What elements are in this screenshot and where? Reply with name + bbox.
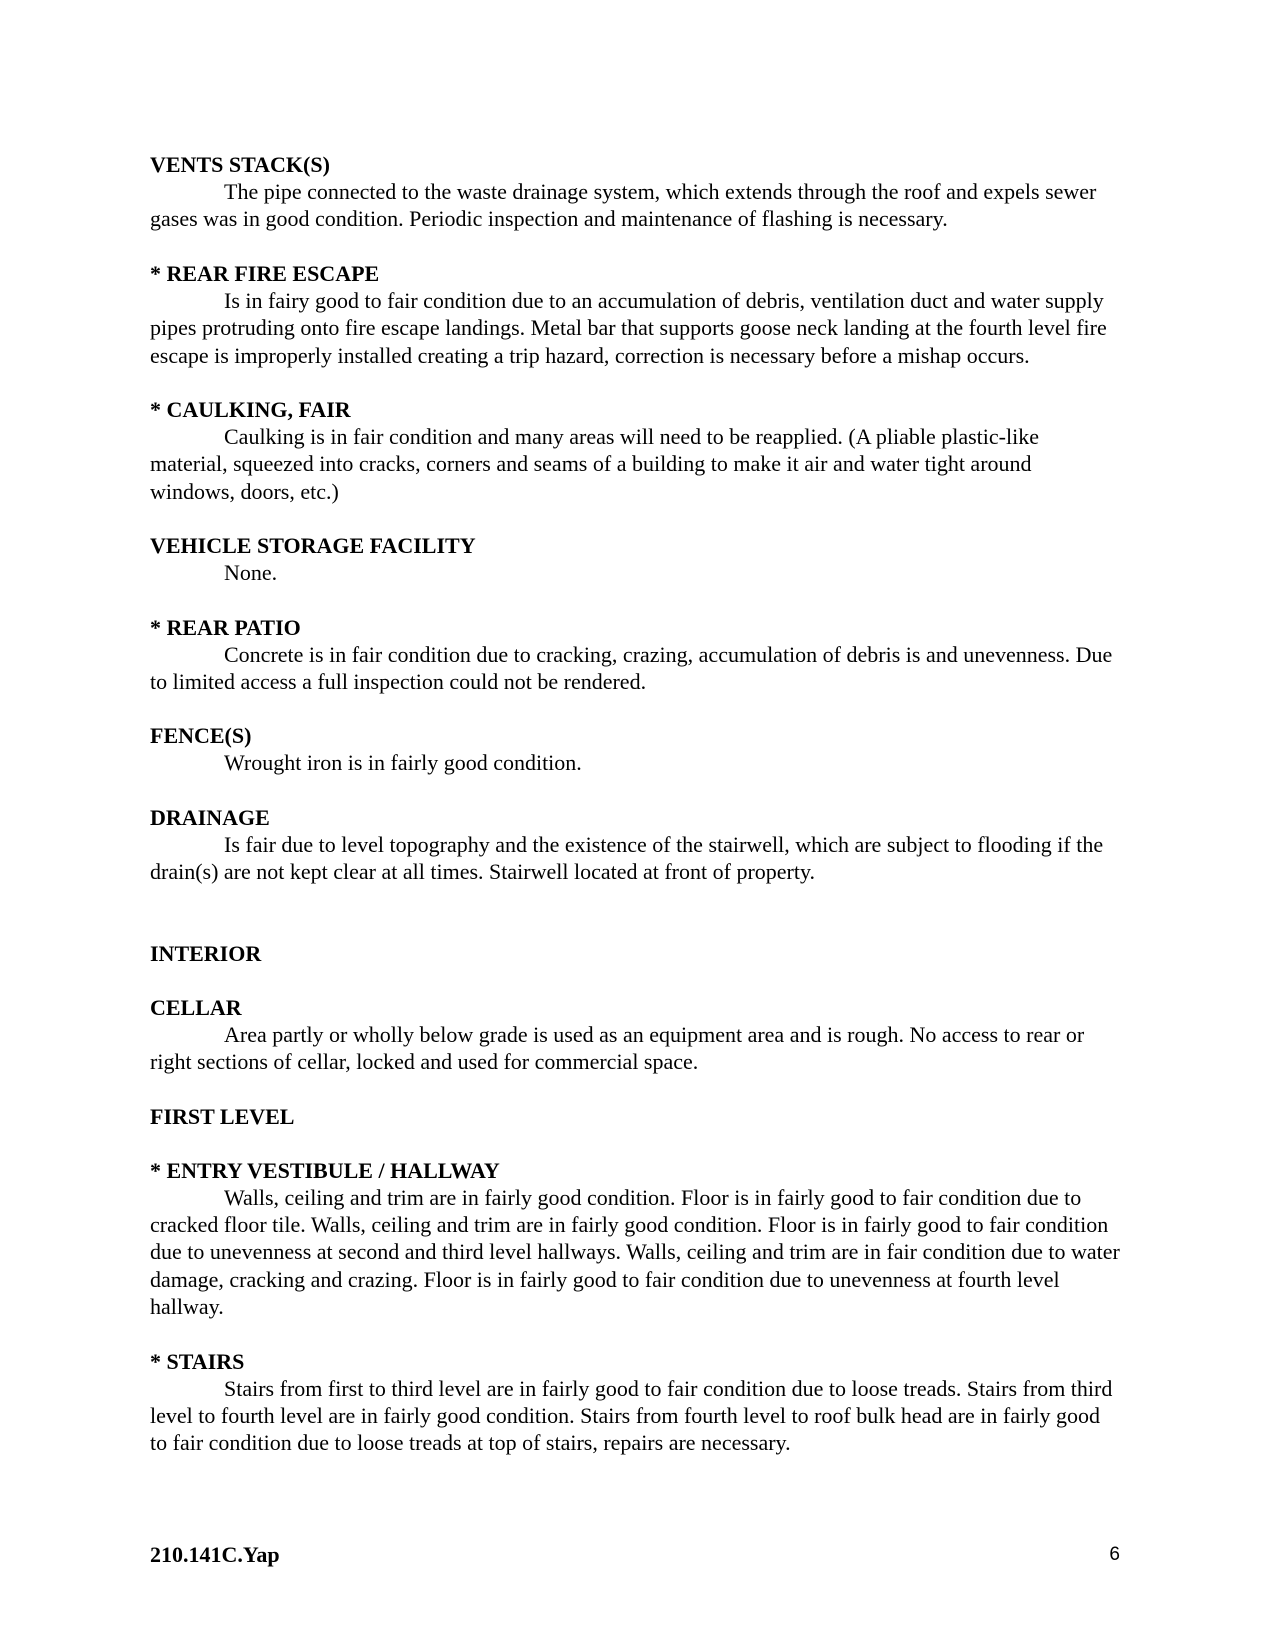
section-rear-fire-escape <box>150 260 1120 369</box>
section-heading: * STAIRS <box>150 1348 245 1374</box>
section-heading: FENCE(S) <box>150 723 252 749</box>
section-interior <box>150 940 1120 967</box>
section-heading: * REAR PATIO <box>150 614 301 640</box>
section-heading: * ENTRY VESTIBULE / HALLWAY <box>150 1157 500 1183</box>
section-fences <box>150 722 1120 776</box>
section-stairs <box>150 1348 1120 1457</box>
section-heading: * REAR FIRE ESCAPE <box>150 260 380 286</box>
section-body: None. <box>224 560 278 586</box>
section-body: Caulking is in fair condition and many areas will need to be reapplied. (A pliable plastic-like material, squeezed into cracks, corners and seams of a building to make it air and water tight around windows, doors, etc.) <box>150 424 1039 504</box>
section-body: Wrought iron is in fairly good condition. <box>224 750 582 776</box>
page-footer <box>150 1542 1120 1572</box>
section-drainage <box>150 804 1120 886</box>
section-body: The pipe connected to the waste drainage system, which extends through the roof and expels sewer gases was in good condition. Periodic inspection and maintenance of flashing is necessary. <box>150 179 1097 232</box>
section-heading: FIRST LEVEL <box>150 1103 295 1129</box>
section-vehicle-storage <box>150 532 1120 586</box>
report-page <box>150 151 1120 1457</box>
section-caulking <box>150 396 1120 505</box>
section-heading: CELLAR <box>150 994 242 1020</box>
section-body: Concrete is in fair condition due to cracking, crazing, accumulation of debris is and unevenness. Due to limited access a full inspection could not be rendered. <box>150 641 1113 695</box>
section-body: Is in fairy good to fair condition due to an accumulation of debris, ventilation duct and water supply pipes protruding onto fire escape landings. Metal bar that supports goose neck landing at the fourth level fire escape is improperly installed creating a trip hazard, correction is necessary before a mishap occurs. <box>150 287 1107 368</box>
section-entry-vestibule <box>150 1157 1120 1321</box>
document-id: 210.141C.Yap <box>150 1542 280 1567</box>
page-number: 6 <box>1109 1544 1120 1565</box>
section-body: Walls, ceiling and trim are in fairly good condition. Floor is in fairly good to fair condition due to cracked floor tile. Walls, ceiling and trim are in fairly good condition. Floor is in fairly good to fair condition due to unevenness at second and third level hallways. Walls, ceiling and trim are in fair condition due to water damage, cracking and crazing. Floor is in fairly good to fair condition due to unevenness at fourth level hallway. <box>150 1184 1120 1320</box>
section-heading: VEHICLE STORAGE FACILITY <box>150 533 476 559</box>
section-heading: INTERIOR <box>150 940 262 966</box>
section-heading: * CAULKING, FAIR <box>150 397 351 423</box>
section-heading: DRAINAGE <box>150 804 270 830</box>
section-first-level <box>150 1103 1120 1130</box>
section-body: Area partly or wholly below grade is used as an equipment area and is rough. No access to rear or right sections of cellar, locked and used for commercial space. <box>150 1021 1085 1075</box>
section-vents-stack <box>150 151 1120 233</box>
section-rear-patio <box>150 614 1120 696</box>
section-heading: VENTS STACK(S) <box>150 152 330 177</box>
section-body: Stairs from first to third level are in fairly good to fair condition due to loose treads. Stairs from third level to fourth level are in fairly good condition. Stairs from fourth level to roof bulk head are in fairly good to fair condition due to loose treads at top of stairs, repairs are necessary. <box>150 1375 1113 1456</box>
section-cellar <box>150 994 1120 1076</box>
section-body: Is fair due to level topography and the existence of the stairwell, which are subject to flooding if the drain(s) are not kept clear at all times. Stairwell located at front of property. <box>150 831 1104 885</box>
